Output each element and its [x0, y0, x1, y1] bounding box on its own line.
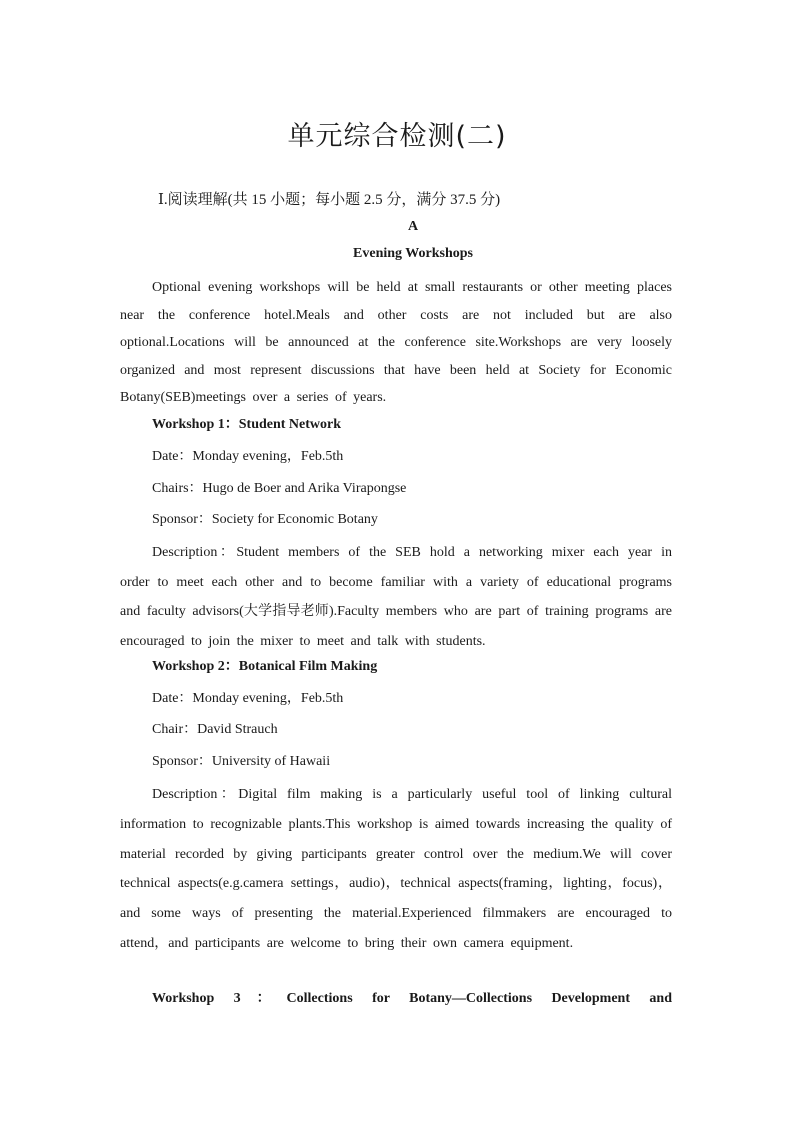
workshop-2-chair: Chair：David Strauch: [152, 722, 278, 737]
workshop-1-date: Date：Monday evening，Feb.5th: [152, 449, 344, 464]
passage-intro: Optional evening workshops will be held at small restaurants or other meeting places near the conference hotel.Meals and other costs are not included but are also optional.Locations will be announced at the conference site.Workshops are very loosely organized and most represent discussions that have been held at Society for Economic Botany(SEB)meetings over a series of years.: [120, 280, 672, 405]
workshop-2-description: Description：Digital film making is a particularly useful tool of linking cultural information to recognizable plants.This workshop is aimed towards increasing the quality of material recorded by giving participants greater control over the medium.We will cover technical aspects(e.g.camera settings，audio)，technical aspects(framing，lighting，focus)，and some ways of presenting the material.Experienced filmmakers are encouraged to attend，and participants are welcome to bring their own camera equipment.: [120, 787, 672, 951]
workshop-1-description: Description：Student members of the SEB hold a networking mixer each year in order to meet each other and to become familiar with a variety of educational programs and faculty advisors(大学指导老师).Faculty members who are part of training programs are encouraged to join the mixer to meet and talk with students.: [120, 545, 672, 649]
workshop-2-heading: Workshop 2：Botanical Film Making: [152, 659, 378, 674]
passage-letter: A: [407, 219, 419, 234]
passage-title: Evening Workshops: [353, 246, 473, 261]
workshop-3-heading: Workshop 3：Collections for Botany—Collections Development and: [152, 991, 672, 1006]
workshop-2-sponsor: Sponsor：University of Hawaii: [152, 754, 331, 769]
workshop-2-date: Date：Monday evening，Feb.5th: [152, 691, 344, 706]
page-title: 单元综合检测(二): [287, 121, 507, 152]
workshop-1-chairs: Chairs：Hugo de Boer and Arika Virapongse: [152, 481, 407, 496]
workshop-1-sponsor: Sponsor：Society for Economic Botany: [152, 512, 378, 527]
workshop-1-heading: Workshop 1：Student Network: [152, 417, 342, 432]
section-heading: Ⅰ.阅读理解(共 15 小题；每小题 2.5 分，满分 37.5 分): [158, 192, 501, 208]
